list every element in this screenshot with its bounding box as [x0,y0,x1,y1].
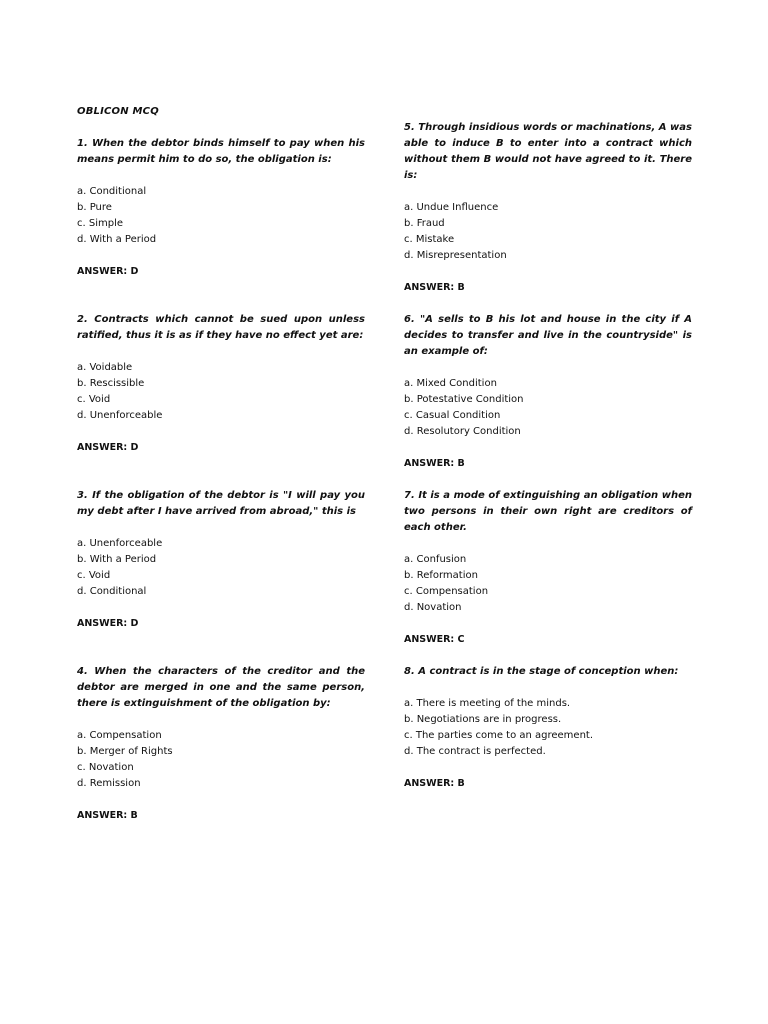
option-item: c. Casual Condition [404,410,501,421]
question-text: 4. When the characters of the creditor and the debtor are merged in one and the same person, there is extinguishment of the obligation by: [77,666,365,709]
options-list [77,536,365,600]
option-item: a. Mixed Condition [404,378,497,389]
question-block-1 [77,136,365,280]
question-block-8 [404,664,692,792]
question-text: 7. It is a mode of extinguishing an obligation when two persons in their own right are creditors of each other. [404,490,692,533]
question-text: 1. When the debtor binds himself to pay when his means permit him to do so, the obligation is: [77,138,365,165]
answer-text: ANSWER: C [404,634,465,645]
answer-text: ANSWER: D [77,266,139,277]
option-item: c. The parties come to an agreement. [404,730,594,741]
option-item: c. Novation [77,762,134,773]
answer-text: ANSWER: B [404,778,465,789]
option-item: c. Simple [77,218,124,229]
option-item: a. Confusion [404,554,467,565]
question-text: 2. Contracts which cannot be sued upon unless ratified, thus it is as if they have no effect yet are: [77,314,365,341]
answer-text: ANSWER: B [404,282,465,293]
question-block-4 [77,664,365,824]
options-list [77,184,365,248]
option-item: d. The contract is perfected. [404,746,546,757]
option-item: c. Void [77,570,111,581]
options-list [404,376,692,440]
option-item: c. Compensation [404,586,489,597]
question-text: 6. "A sells to B his lot and house in the city if A decides to transfer and live in the countryside" is an example of: [404,314,692,357]
answer-text: ANSWER: B [77,810,138,821]
option-item: c. Mistake [404,234,455,245]
question-text: 5. Through insidious words or machinations, A was able to induce B to enter into a contract which without them B would not have agreed to it. There is: [404,122,692,181]
question-block-6 [404,312,692,472]
option-item: b. Merger of Rights [77,746,173,757]
options-list [404,552,692,616]
option-item: d. Misrepresentation [404,250,507,261]
option-item: a. Unenforceable [77,538,163,549]
option-item: a. There is meeting of the minds. [404,698,571,709]
question-block-2 [77,312,365,456]
option-item: d. Novation [404,602,462,613]
options-list [404,200,692,264]
option-item: b. Pure [77,202,112,213]
question-text: 3. If the obligation of the debtor is "I will pay you my debt after I have arrived from abroad," this is [77,490,365,517]
options-list [404,696,692,760]
options-list [77,728,365,792]
question-block-7 [404,488,692,648]
option-item: a. Undue Influence [404,202,499,213]
question-block-5 [404,120,692,296]
option-item: d. Unenforceable [77,410,163,421]
question-text: 8. A contract is in the stage of conception when: [404,666,679,677]
question-block-3 [77,488,365,632]
option-item: d. Resolutory Condition [404,426,521,437]
answer-text: ANSWER: B [404,458,465,469]
option-item: b. Rescissible [77,378,145,389]
option-item: d. With a Period [77,234,157,245]
answer-text: ANSWER: D [77,442,139,453]
option-item: d. Conditional [77,586,147,597]
option-item: b. Potestative Condition [404,394,524,405]
option-item: d. Remission [77,778,141,789]
option-item: b. Fraud [404,218,445,229]
option-item: b. Negotiations are in progress. [404,714,562,725]
option-item: b. Reformation [404,570,478,581]
options-list [77,360,365,424]
option-item: a. Voidable [77,362,133,373]
answer-text: ANSWER: D [77,618,139,629]
option-item: b. With a Period [77,554,157,565]
document-title: OBLICON MCQ [77,106,159,117]
option-item: a. Compensation [77,730,162,741]
option-item: c. Void [77,394,111,405]
option-item: a. Conditional [77,186,147,197]
